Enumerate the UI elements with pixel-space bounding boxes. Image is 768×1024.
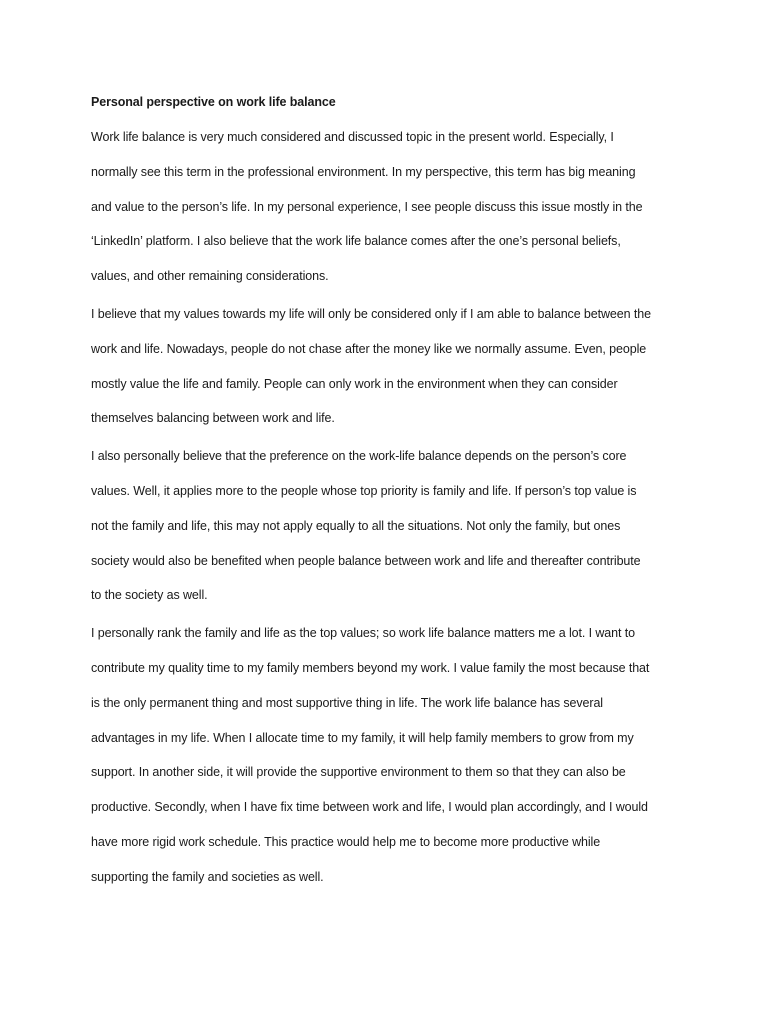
- paragraph-1: [91, 120, 691, 294]
- paragraph-2: [91, 297, 691, 436]
- paragraph-line: values, and other remaining considerations.: [91, 269, 329, 284]
- paragraph-line: society would also be benefited when people balance between work and life and thereafter contribute: [91, 553, 641, 568]
- paragraph-line: is the only permanent thing and most supportive thing in life. The work life balance has several: [91, 695, 603, 710]
- paragraph-line: values. Well, it applies more to the people whose top priority is family and life. If person’s top value is: [91, 483, 637, 498]
- paragraph-line: advantages in my life. When I allocate time to my family, it will help family members to grow from my: [91, 730, 634, 745]
- paragraph-line: have more rigid work schedule. This practice would help me to become more productive while: [91, 834, 601, 849]
- paragraph-line: and value to the person’s life. In my personal experience, I see people discuss this issue mostly in the: [91, 199, 643, 214]
- paragraph-line: mostly value the life and family. People can only work in the environment when they can consider: [91, 376, 618, 391]
- document-title: Personal perspective on work life balance: [91, 95, 336, 109]
- paragraph-line: I believe that my values towards my life will only be considered only if I am able to balance between the: [91, 306, 651, 321]
- paragraph-4: [91, 616, 691, 894]
- paragraph-line: themselves balancing between work and life.: [91, 411, 335, 426]
- paragraph-line: productive. Secondly, when I have fix time between work and life, I would plan accordingly, and I would: [91, 800, 648, 815]
- paragraph-line: ‘LinkedIn’ platform. I also believe that the work life balance comes after the one’s personal beliefs,: [91, 234, 621, 249]
- paragraph-line: Work life balance is very much considered and discussed topic in the present world. Especially, I: [91, 130, 614, 144]
- paragraph-line: contribute my quality time to my family members beyond my work. I value family the most because that: [91, 660, 650, 675]
- paragraph-line: support. In another side, it will provide the supportive environment to them so that they can also be: [91, 765, 626, 780]
- paragraph-line: to the society as well.: [91, 588, 208, 603]
- paragraph-line: I also personally believe that the preference on the work-life balance depends on the person’s core: [91, 449, 627, 464]
- paragraph-line: supporting the family and societies as well.: [91, 869, 324, 884]
- paragraph-line: work and life. Nowadays, people do not chase after the money like we normally assume. Even, people: [91, 341, 647, 356]
- paragraph-3: [91, 439, 691, 613]
- document-body: [91, 92, 691, 905]
- paragraph-line: not the family and life, this may not apply equally to all the situations. Not only the family, but ones: [91, 518, 621, 533]
- paragraph-line: I personally rank the family and life as the top values; so work life balance matters me a lot. I want to: [91, 626, 635, 641]
- paragraph-line: normally see this term in the professional environment. In my perspective, this term has big meaning: [91, 164, 636, 179]
